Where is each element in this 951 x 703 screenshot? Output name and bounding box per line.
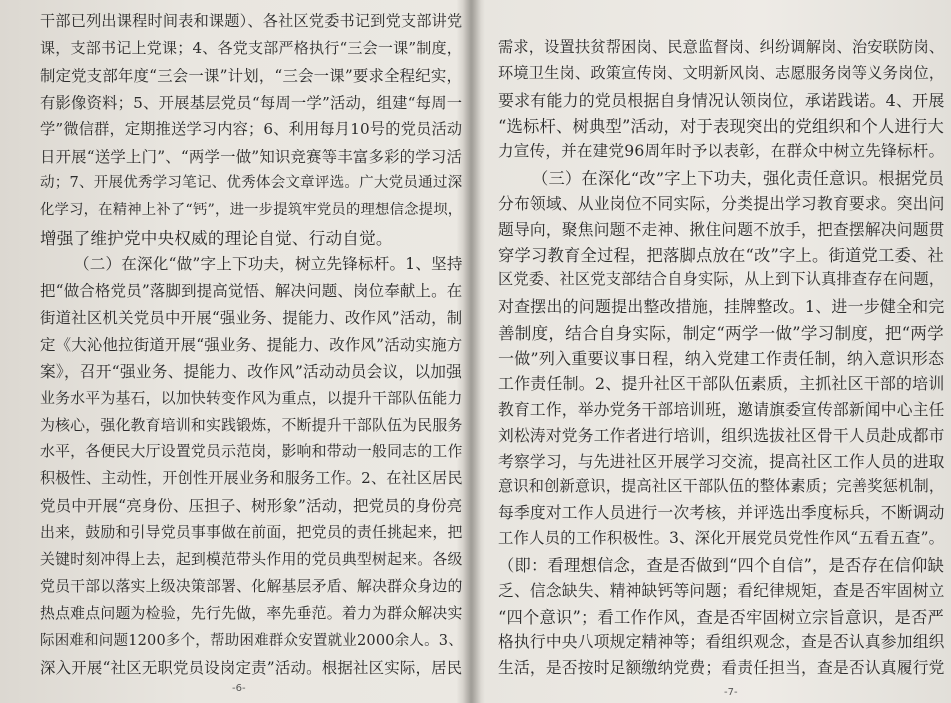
text-line: 格执行中央八项规定精神等；看组织观念，查是否认真参加组织 [498,632,945,652]
text-line: 关键时刻冲得上去，起到模范带头作用的党员典型树起来。各级 [40,550,463,568]
text-line: 业务水平为基石，以加快转变作风为重点，以提升干部队伍能力 [40,388,463,407]
text-line: 力宣传，并在建党96周年时予以表彰，在群众中树立先锋标杆。 [498,142,945,161]
text-line: 制定党支部年度“三会一课”计划，“三会一课”要求全程纪实， [40,66,463,85]
text-line: 区党委、社区党支部结合自身实际，从上到下认真排查存在问题， [498,270,945,289]
text-line: 为核心，强化教育培训和实践锻炼，不断提升干部队伍为民服务 [40,415,463,434]
text-line: 定《大沁他拉街道开展“强业务、提能力、改作风”活动实施方 [40,335,463,354]
text-line: 环境卫生岗、政策宣传岗、文明新风岗、志愿服务岗等义务岗位， [498,63,945,82]
text-line: 增强了维护党中央权威的理论自觉、行动自觉。 [40,229,393,249]
text-line: 党员中开展“亮身份、压担子、树形象”活动，把党员的身份亮 [40,497,463,516]
text-line: 意识和创新意识，提高社区干部队伍的整体素质；完善奖惩机制， [498,476,945,495]
text-line: 一做”列入重要议事日程，纳入党建工作责任制，纳入意识形态 [498,348,945,368]
text-line: 工作人员的工作积极性。3、深化开展党员党性作风“五看五查”。 [498,529,945,548]
text-line: （二）在深化“做”字上下功夫，树立先锋标杆。1、坚持 [74,255,463,274]
text-line: 把“做合格党员”落脚到提高觉悟、解决问题、岗位奉献上。在 [40,282,463,300]
text-line: 有影像资料；5、开展基层党员“每周一学”活动，组建“每周一 [40,93,463,112]
text-line: 工作责任制。2、提升社区干部队伍素质，主抓社区干部的培训 [498,374,945,394]
text-line: 生活，是否按时足额缴纳党费；看责任担当，查是否认真履行党 [498,658,945,678]
text-line: 热点难点问题为检验，先行先做，率先垂范。着力为群众解决实 [40,603,463,622]
text-line: 际困难和问题1200多个，帮助困难群众安置就业2000余人。3、 [40,632,463,649]
text-line: （三）在深化“改”字上下功夫，强化责任意识。根据党员 [532,169,945,188]
text-line: “四个意识”；看工作作风，查是否牢固树立宗旨意识，是否严 [498,607,944,627]
text-line: 分布领域、从业岗位不同实际，分类提出学习教育要求。突出问 [498,193,945,213]
left-page-number: -6- [232,683,246,694]
text-line: 每季度对工作人员进行一次考核，并评选出季度标兵，不断调动 [498,503,945,523]
right-page [478,0,951,703]
text-line: 学”微信群，定期推送学习内容；6、利用每月10号的党员活动 [40,119,463,138]
text-line: 干部已列出课程时间表和课题）、各社区党委书记到党支部讲党 [40,12,463,30]
text-line: 化学习，在精神上补了“钙”，进一步提筑牢党员的理想信念提坝， [40,202,463,219]
text-line: 党员干部以落实上级决策部署、化解基层矛盾、解决群众身边的 [40,576,463,595]
text-line: 穿学习教育全过程，把落脚点放在“改”字上。街道党工委、社 [498,246,944,266]
text-line: 水平，各便民大厅设置党员示范岗，影响和带动一般同志的工作 [40,442,463,461]
right-page-number: -7- [724,687,738,698]
left-page [0,0,470,703]
text-line: 日开展“送学上门”、“两学一做”知识竞赛等丰富多彩的学习活 [40,147,463,166]
text-line: “选标杆、树典型”活动，对于表现突出的党组织和个人进行大 [498,117,944,137]
text-line: 要求有能力的党员根据自身情况认领岗位，承诺践诺。4、开展 [498,90,945,110]
text-line: 深入开展“社区无职党员设岗定责”活动。根据社区实际，居民 [40,658,463,677]
text-line: 课，支部书记上党课；4、各党支部严格执行“三会一课”制度， [40,38,462,57]
text-line: 教育工作，举办党务干部培训班，邀请旗委宣传部新闻中心主任 [498,400,945,420]
text-line: 乏、信念缺失、精神缺钙等问题；看纪律规矩，查是否牢固树立 [498,580,945,600]
text-line: 题导向，聚焦问题不走神、揪住问题不放手，把查摆解决问题贯 [498,219,945,239]
text-line: （即：看理想信念，查是否做到“四个自信”，是否存在信仰缺 [498,556,944,575]
text-line: 刘松涛对党务工作者进行培训，组织选拔社区骨干人员赴成都市 [498,426,945,445]
text-line: 街道社区机关党员中开展“强业务、提能力、改作风”活动，制 [40,308,463,327]
text-line: 动；7、开展优秀学习笔记、优秀体会文章评选。广大党员通过深 [40,174,463,192]
text-line: 案》，召开“强业务、提能力、改作风”活动动员会议，以加强 [40,361,463,381]
text-line: 善制度，结合自身实际，制定“两学一做”学习制度，把“两学 [498,323,944,343]
text-line: 考察学习，与先进社区开展学习交流，提高社区工作人员的进取 [498,451,945,471]
text-line: 出来，鼓励和引导党员事事做在前面，把党员的责任挑起来，把 [40,523,463,542]
text-line: 积极性、主动性，开创性开展业务和服务工作。2、在社区居民 [40,469,463,488]
text-line: 需求，设置扶贫帮困岗、民意监督岗、纠纷调解岗、治安联防岗、 [498,38,945,56]
text-line: 对查摆出的问题提出整改措施，挂牌整改。1、进一步健全和完 [498,297,945,316]
